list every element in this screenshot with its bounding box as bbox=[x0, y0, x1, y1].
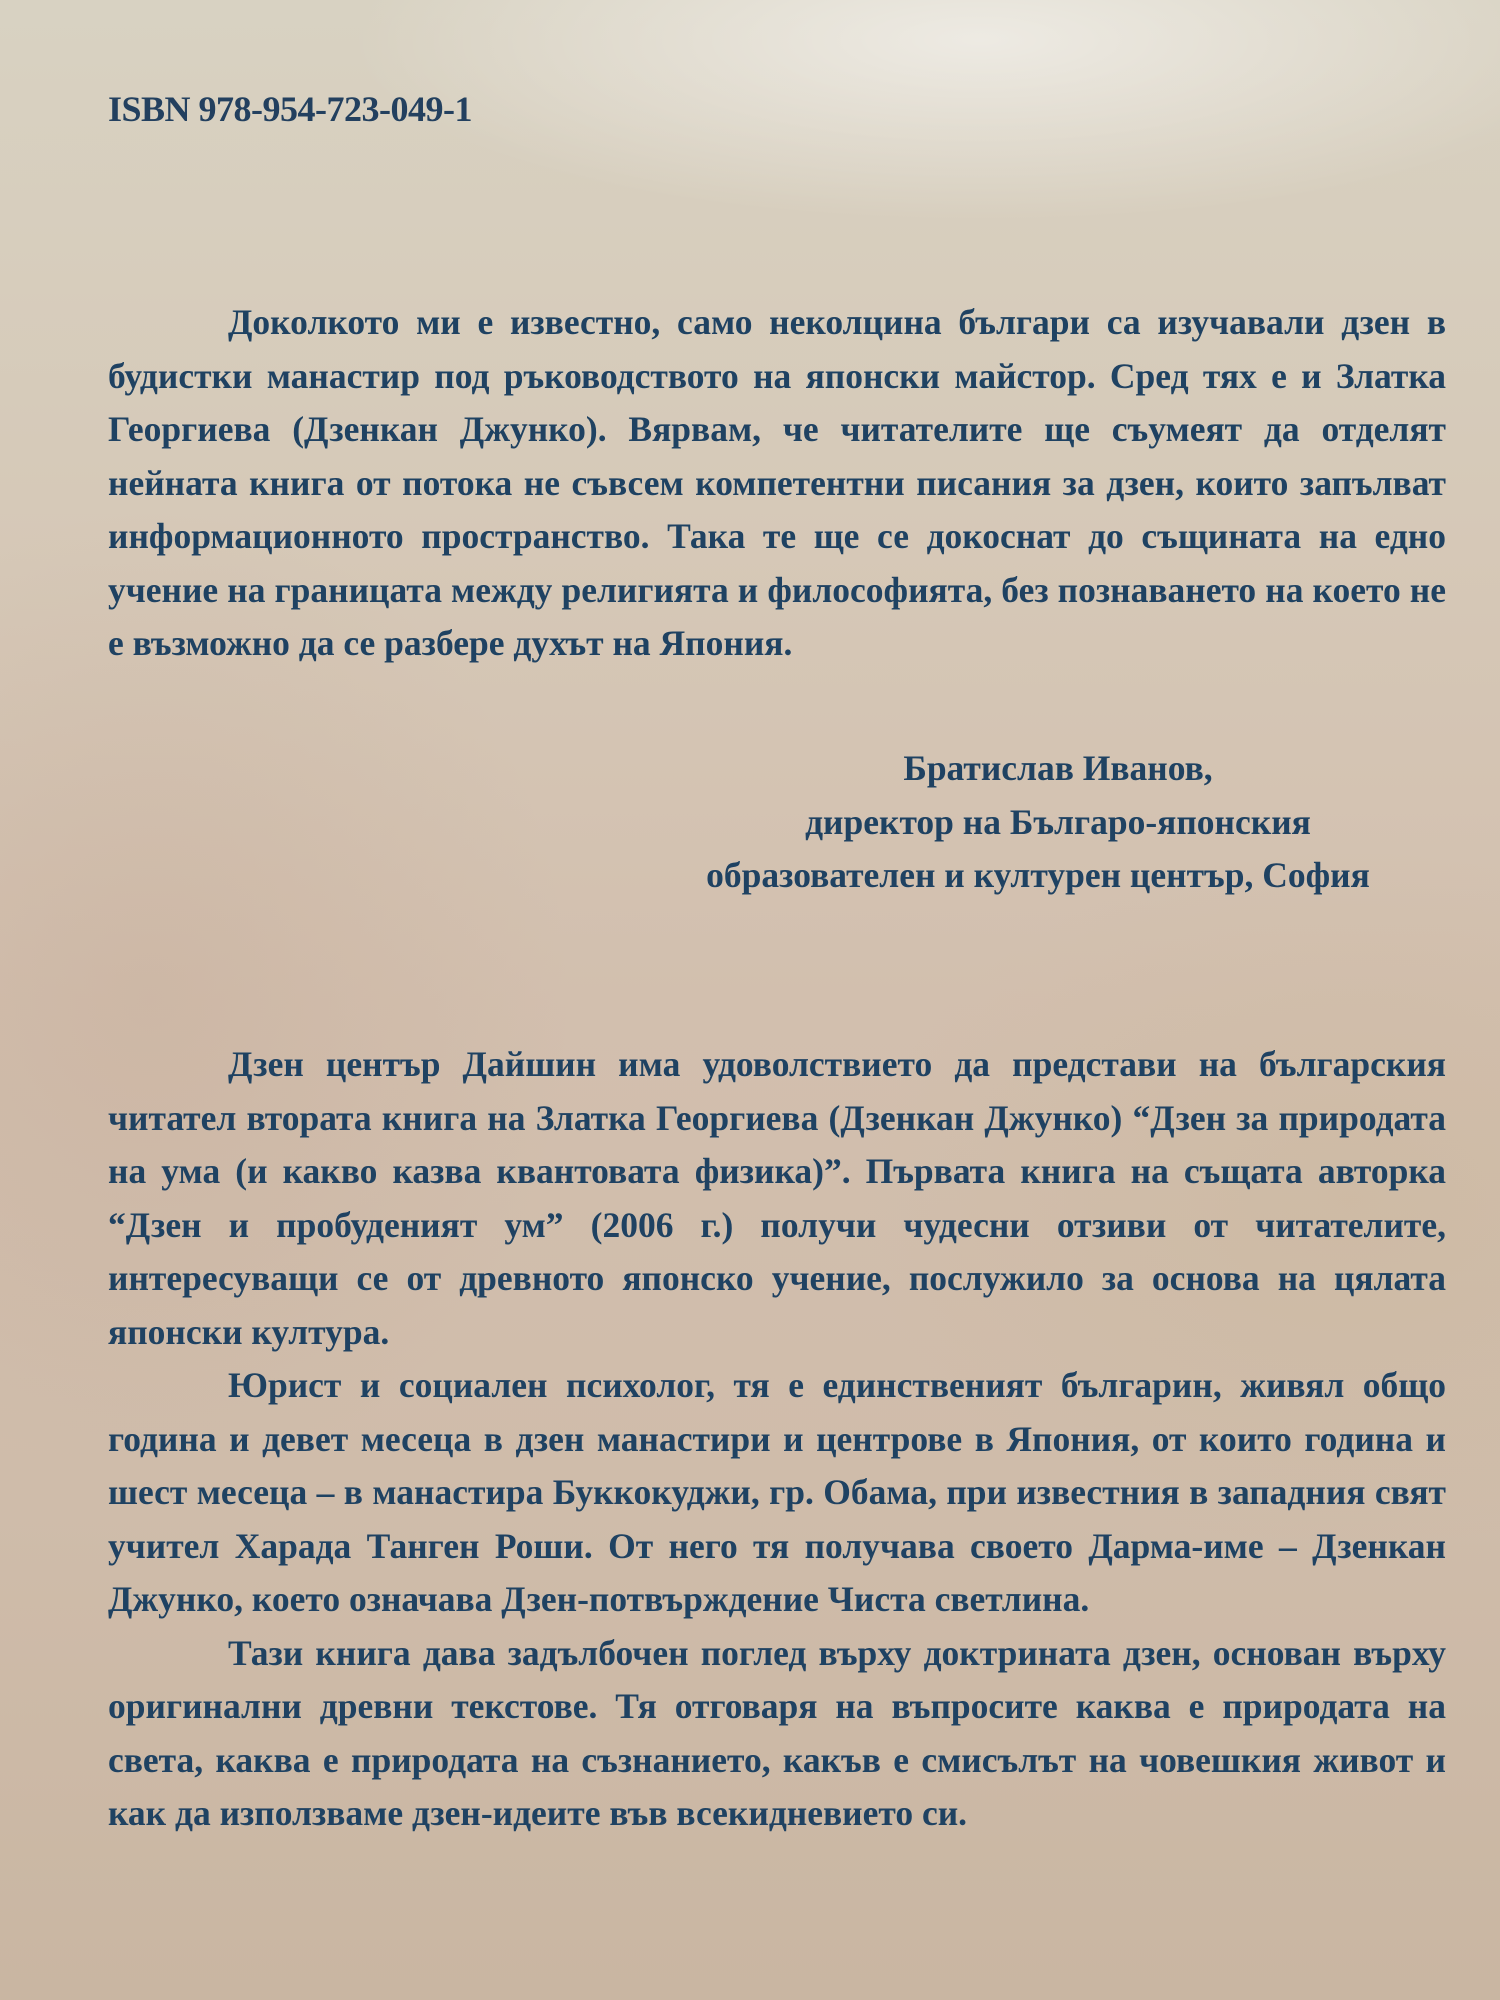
description-block bbox=[108, 1038, 1446, 1841]
quote-signature bbox=[638, 742, 1438, 903]
signature-name: Братислав Иванов, bbox=[903, 748, 1213, 788]
signature-title: директор на Българо-японския bbox=[805, 801, 1311, 842]
quote-block bbox=[108, 296, 1446, 671]
quote-paragraph: Доколкото ми е известно, само неколцина българи са изучавали дзен в будистки манастир под ръководството на японски майстор. Сред тях е и Златка Георгиева (Дзенкан Джунко). Вярвам, че читателите ще съумеят да отделят нейната книга от потока не съвсем компетентни писания за дзен, които запълват информационното пространство. Така те ще се докоснат до същината на едно учение на границата между религията и философията, без познаването на което не е възможно да се разбере духът на Япония. bbox=[108, 302, 1446, 663]
signature-organization: образователен и културен център, София bbox=[706, 855, 1370, 895]
description-paragraph-3: Тази книга дава задълбочен поглед върху доктрината дзен, основан върху оригинални древни текстове. Тя отговаря на въпросите каква е природата на света, каква е природата на съзнанието, какъв е смисълът на човешкия живот и как да използваме дзен-идеите във всекидневието си. bbox=[108, 1632, 1446, 1833]
isbn: ISBN 978-954-723-049-1 bbox=[108, 89, 472, 129]
description-paragraph-2: Юрист и социален психолог, тя е единственият българин, живял общо година и девет месеца в дзен манастири и центрове в Япония, от които година и шест месеца – в манастира Буккокуджи, гр. Обама, при известния в западния свят учител Харада Танген Роши. От него тя получава своето Дарма-име – Дзенкан Джунко, което означава Дзен-потвърждение Чиста светлина. bbox=[108, 1365, 1446, 1619]
description-paragraph-1: Дзен център Дайшин има удоволствието да представи на българския читател втората книга на Златка Георгиева (Дзенкан Джунко) “Дзен за природата на ума (и какво казва квантовата физика)”. Първата книга на същата авторка “Дзен и пробуденият ум” (2006 г.) получи чудесни отзиви от читателите, интересуващи се от древното японско учение, послужило за основа на цялата японски култура. bbox=[108, 1044, 1446, 1352]
